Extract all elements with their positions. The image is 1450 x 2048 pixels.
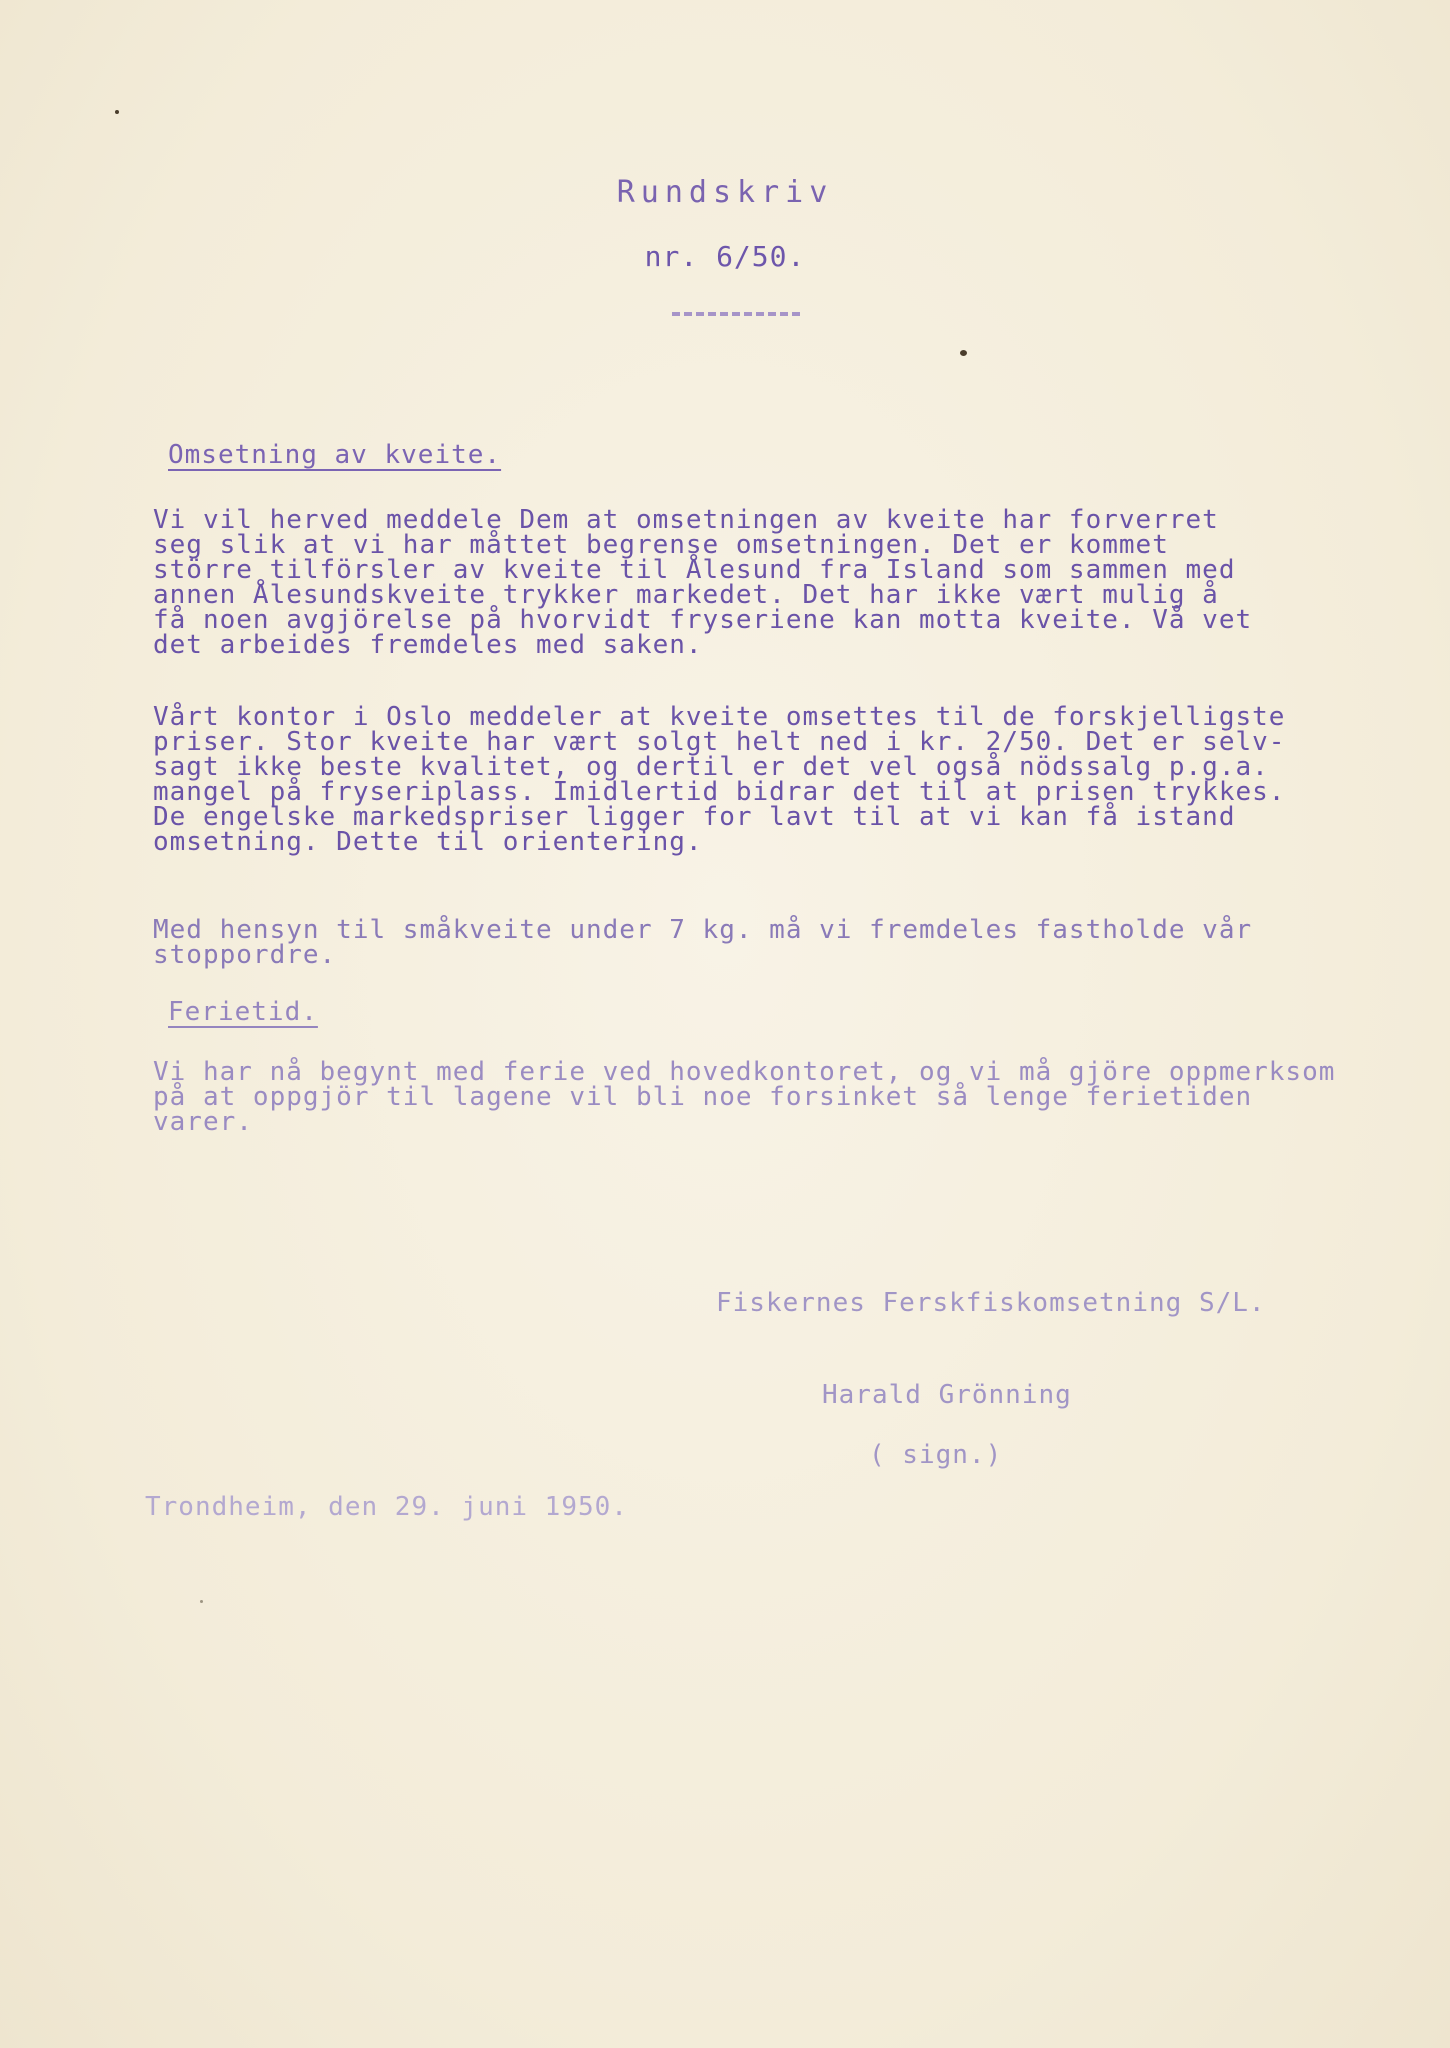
- dateline: Trondheim, den 29. juni 1950.: [145, 1492, 628, 1522]
- paper-speck: [115, 110, 119, 114]
- paragraph-market: Vi vil herved meddele Dem at omsetningen av kveite har forverret seg slik at vi har måttet begrense omsetningen. Det er kommet större tilförsler av kveite til Ålesund fra Island som sammen med annen Ålesundskveite trykker markedet. Det har ikke vært mulig å få noen avgjörelse på hvorvidt fryseriene kan motta kveite. Vå vet det arbeides fremdeles med saken.: [153, 505, 1253, 660]
- paper-speck: [200, 1600, 203, 1603]
- section-heading-halibut: Omsetning av kveite.: [168, 440, 502, 470]
- title-divider: [672, 312, 802, 316]
- company-name: Fiskernes Ferskfiskomsetning S/L.: [716, 1288, 1266, 1318]
- document-title: Rundskriv: [616, 175, 834, 210]
- section-heading-holiday: Ferietid.: [168, 997, 318, 1027]
- signature-note: ( sign.): [869, 1440, 1003, 1470]
- paper-speck: [960, 350, 967, 356]
- circular-number: nr. 6/50.: [644, 240, 806, 273]
- paragraph-oslo-office: Vårt kontor i Oslo meddeler at kveite omsettes til de forskjelligste priser. Stor kveite har vært solgt helt ned i kr. 2/50. Det er selv- sagt ikke beste kvalitet, og dertil er det vel også nödssalg p.g.a. mangel på fryseriplass. Imidlertid bidrar det til at prisen trykkes. De engelske markedspriser ligger for lavt til at vi kan få istand omsetning. Dette til orientering.: [153, 702, 1286, 857]
- signer-name: Harald Grönning: [822, 1380, 1072, 1410]
- paragraph-small-halibut: Med hensyn til småkveite under 7 kg. må vi fremdeles fastholde vår stoppordre.: [153, 915, 1253, 970]
- paragraph-holiday: Vi har nå begynt med ferie ved hovedkontoret, og vi må gjöre oppmerksom på at oppgjör til lagene vil bli noe forsinket så lenge ferietiden varer.: [153, 1057, 1336, 1137]
